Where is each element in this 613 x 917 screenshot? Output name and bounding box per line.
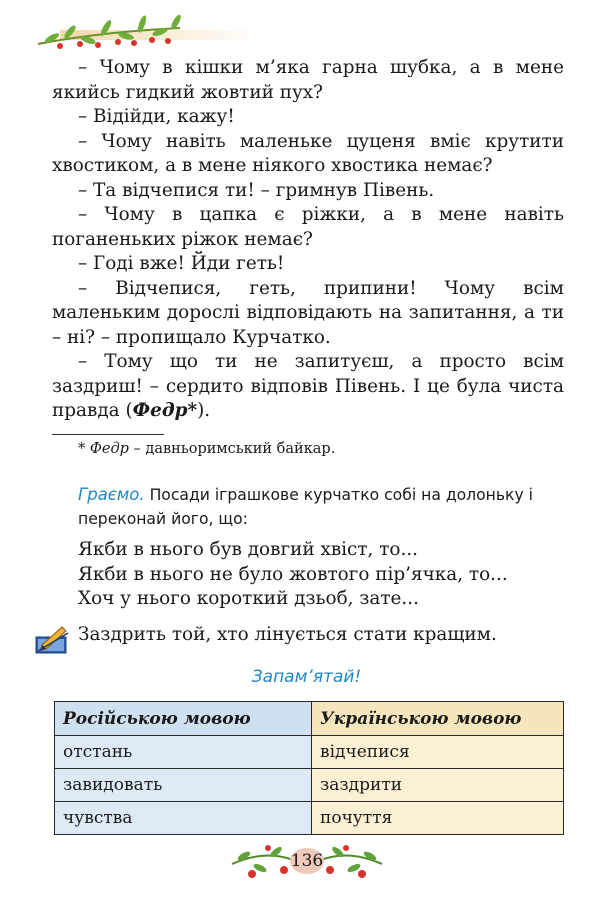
remember-heading: Запам’ятай! (251, 667, 362, 687)
cell-ukrainian: заздрити (312, 769, 564, 802)
cell-russian: отстань (55, 736, 312, 769)
play-task (78, 483, 564, 531)
table-row (55, 802, 564, 835)
verse-line: Якби в нього був довгий хвіст, то... (78, 539, 419, 560)
cell-ukrainian: відчепися (312, 736, 564, 769)
table-header-row (55, 702, 564, 736)
header-ukrainian: Українською мовою (312, 702, 564, 736)
table-row (55, 769, 564, 802)
branch-ornament-icon (30, 10, 260, 52)
cell-russian: завидовать (55, 769, 312, 802)
dialogue-text (52, 56, 564, 424)
cell-russian: чувства (55, 802, 312, 835)
cell-ukrainian: почуття (312, 802, 564, 835)
dialogue-line: – Чому в кішки м’яка гарна шубка, а в мене якийсь гидкий жовтий пух? (52, 57, 564, 103)
footnote-divider (52, 434, 164, 435)
footnote-term: * Федр (78, 441, 129, 457)
dialogue-line-final (52, 350, 564, 424)
dialogue-final-after: ). (197, 400, 211, 421)
author-reference: Федр* (132, 400, 198, 421)
dialogue-line: – Відійди, кажу! (78, 106, 235, 127)
verse-block (78, 538, 578, 612)
footnote-text: – давньоримський байкар. (128, 441, 336, 457)
dialogue-line: – Чому в цапка є ріжки, а в мене навіть поганеньких ріжок немає? (52, 204, 564, 250)
proverb-text: Заздрить той, хто лінується стати кращим. (78, 624, 497, 645)
play-text: Посади іграшкове курчатко собі на долоньку і переконай його, що: (78, 486, 533, 528)
play-keyword: Граємо. (78, 485, 145, 504)
dialogue-line: – Чому навіть маленьке цуценя вміє крутити хвостиком, а в мене ніякого хвостика немає? (52, 130, 564, 176)
table-row (55, 736, 564, 769)
dialogue-line: – Відчепися, геть, припини! Чому всім маленьким дорослі відповідають на запитання, а ти – ні? – пропищало Курчатко. (52, 277, 564, 348)
page-number: 136 (290, 848, 324, 874)
vocabulary-table (54, 701, 564, 835)
header-russian: Російською мовою (55, 702, 312, 736)
verse-line: Хоч у нього короткий дзьоб, зате... (78, 588, 419, 609)
footnote (78, 441, 335, 457)
verse-line: Якби в нього не було жовтого пір’ячка, то... (78, 563, 508, 585)
dialogue-final-text: – Тому що ти не запитуєш, а просто всім заздриш! – сердито відповів Півень. І це була чиста правда ( (52, 351, 564, 421)
pencil-notebook-icon (32, 623, 72, 655)
dialogue-line: – Годі вже! Йди геть! (78, 253, 285, 274)
dialogue-line: – Та відчепися ти! – гримнув Півень. (78, 179, 435, 201)
